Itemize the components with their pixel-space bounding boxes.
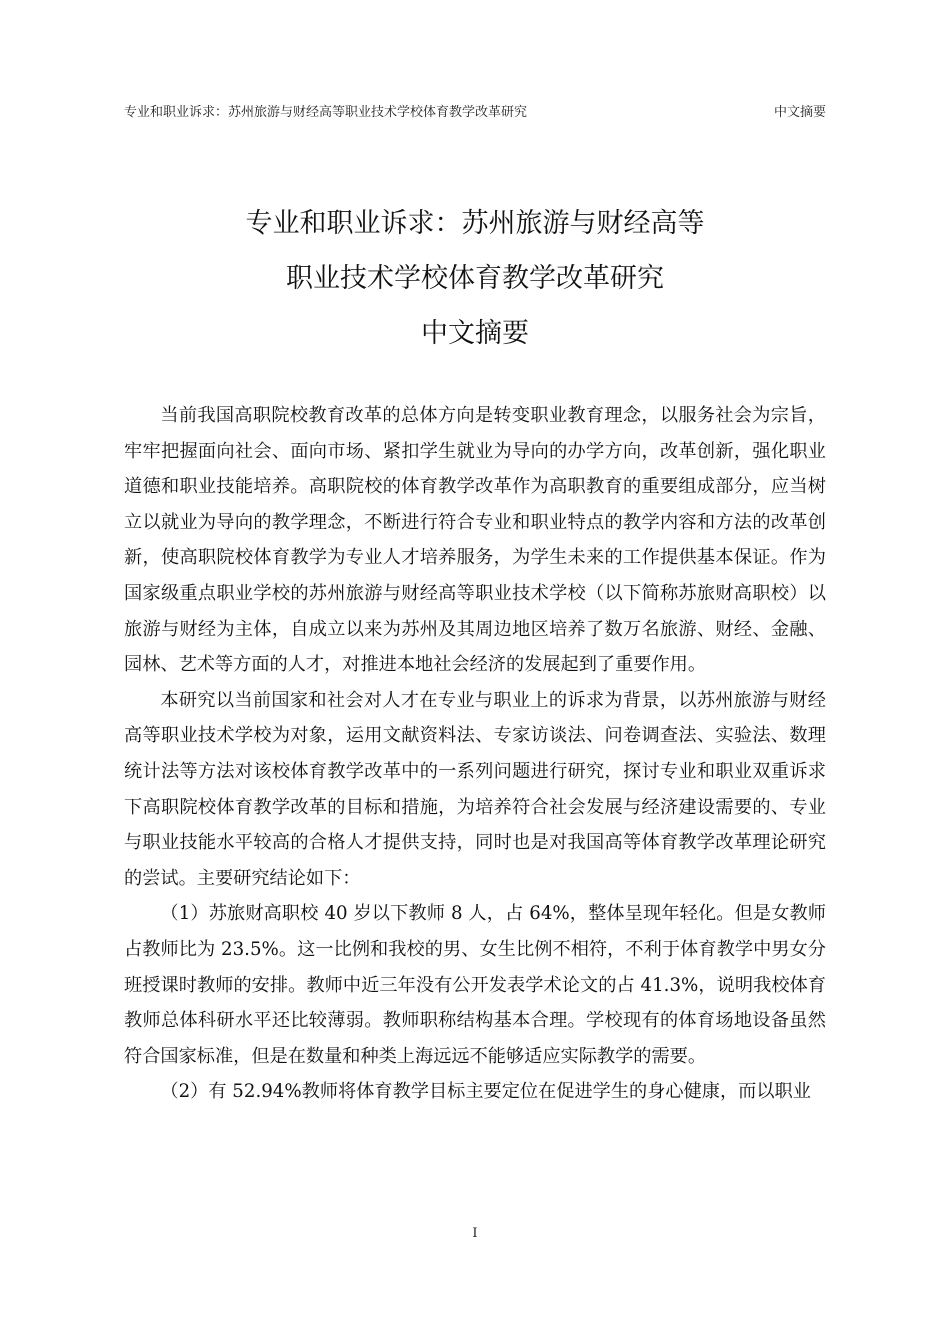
header-section: 中文摘要 (773, 105, 826, 120)
paragraph-3: （1）苏旅财高职校 40 岁以下教师 8 人，占 64%，整体呈现年轻化。但是女教师占教师比为 23.5%。这一比例和我校的男、女生比例不相符，不利于体育教学中男女分班授课时教师的安排。教师中近三年没有公开发表学术论文的占 41.3%，说明我校体育教师总体科研水平还比较薄弱。教师职称结构基本合理。学校现有的体育场地设备虽然符合国家标准，但是在数量和种类上海远远不能够适应实际教学的需要。 (124, 903, 826, 1067)
header-title: 专业和职业诉求：苏州旅游与财经高等职业技术学校体育教学改革研究 (124, 105, 528, 120)
paragraph-2: 本研究以当前国家和社会对人才在专业与职业上的诉求为背景，以苏州旅游与财经高等职业技术学校为对象，运用文献资料法、专家访谈法、问卷调查法、实验法、数理统计法等方法对该校体育教学改革中的一系列问题进行研究，探讨专业和职业双重诉求下高职院校体育教学改革的目标和措施，为培养符合社会发展与经济建设需要的、专业与职业技能水平较高的合格人才提供支持，同时也是对我国高等体育教学改革理论研究的尝试。主要研究结论如下： (124, 689, 826, 889)
running-header (124, 103, 826, 123)
paragraph-1: 当前我国高职院校教育改革的总体方向是转变职业教育理念，以服务社会为宗旨，牢牢把握面向社会、面向市场、紧扣学生就业为导向的办学方向，改革创新，强化职业道德和职业技能培养。高职院校的体育教学改革作为高职教育的重要组成部分，应当树立以就业为导向的教学理念，不断进行符合专业和职业特点的教学内容和方法的改革创新，使高职院校体育教学为专业人才培养服务，为学生未来的工作提供基本保证。作为国家级重点职业学校的苏州旅游与财经高等职业技术学校（以下简称苏旅财高职校）以旅游与财经为主体，自成立以来为苏州及其周边地区培养了数万名旅游、财经、金融、园林、艺术等方面的人才，对推进本地社会经济的发展起到了重要作用。 (124, 405, 826, 676)
paragraph-4: （2）有 52.94%教师将体育教学目标主要定位在促进学生的身心健康，而以职业 (160, 1081, 811, 1103)
page-number: I (472, 1226, 478, 1241)
title-line-1: 专业和职业诉求：苏州旅游与财经高等 (245, 208, 705, 239)
page-title (124, 196, 826, 361)
title-line-3: 中文摘要 (421, 318, 529, 349)
abstract-body (124, 398, 826, 1110)
title-line-2: 职业技术学校体育教学改革研究 (286, 263, 664, 294)
